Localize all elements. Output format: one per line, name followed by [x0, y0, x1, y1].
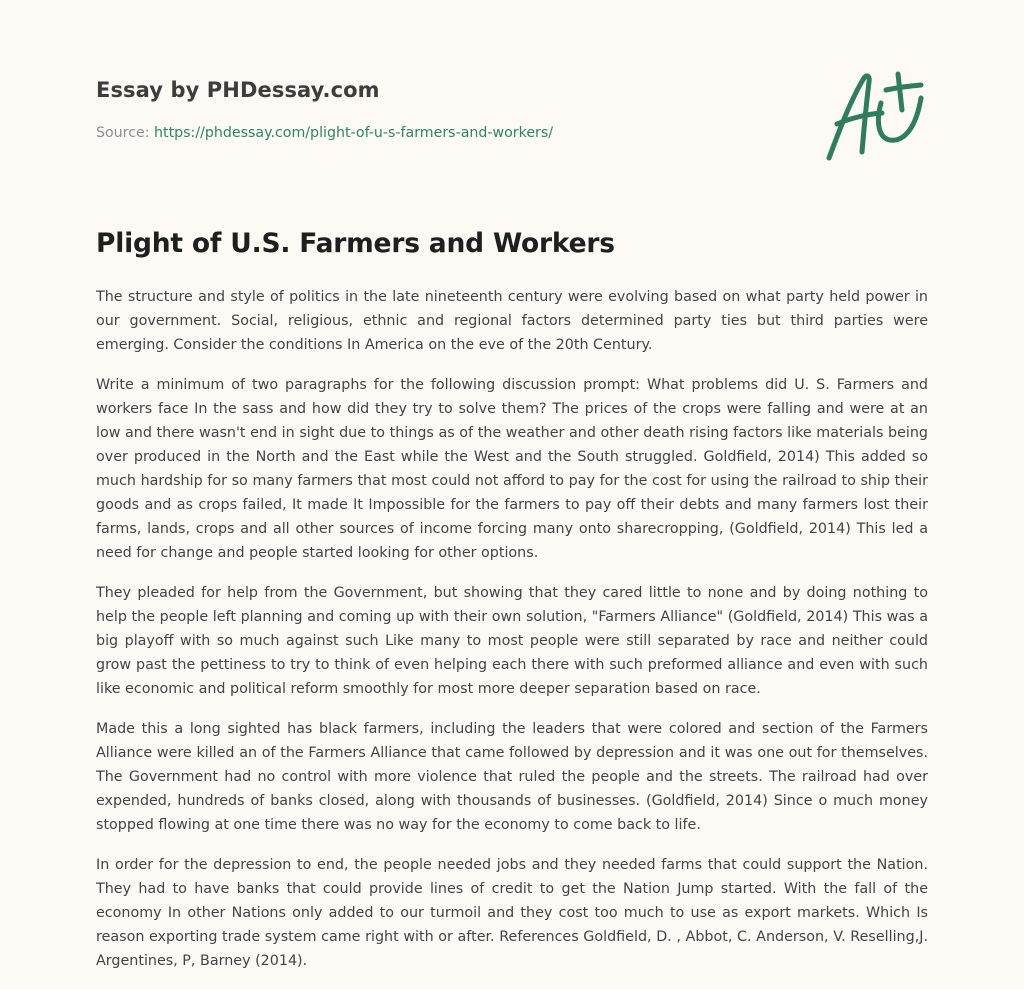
paragraph: Made this a long sighted has black farmers, including the leaders that were colored and section of the Farmers Alliance were killed an of the Farmers Alliance that came followed by depression and it was one out for themselves. The Government had no control with more violence that ruled the people and the streets. The railroad had over expended, hundreds of banks closed, along with thousands of businesses. (Goldfield, 2014) Since o much money stopped flowing at one time there was no way for the economy to come back to life.	[96, 721, 928, 833]
essay-header	[96, 74, 796, 143]
essay-title: Plight of U.S. Farmers and Workers	[96, 228, 615, 259]
paragraph: In order for the depression to end, the people needed jobs and they needed farms that could support the Nation. They had to have banks that could provide lines of credit to get the Nation Jump started. With the fall of the economy In other Nations only added to our turmoil and they cost too much to use as export markets. Which Is reason exporting trade system came right with or after. References Goldfield, D. , Abbot, C. Anderson, V. Reselling,J. Argentines, P, Barney (2014).	[96, 857, 928, 969]
a-plus-grade-icon	[818, 66, 930, 166]
paragraph: They pleaded for help from the Government, but showing that they cared little to none and by doing nothing to help the people left planning and coming up with their own solution, "Farmers Alliance" (Goldfield, 2014) This was a big playoff with so much against such Like many to most people were still separated by race and neither could grow past the pettiness to try to think of even helping each there with such preformed alliance and even with such like economic and political reform smoothly for most more deeper separation based on race.	[96, 585, 928, 697]
source-label: Source:	[96, 125, 155, 141]
source-link[interactable]: https://phdessay.com/plight-of-u-s-farmers-and-workers/	[154, 125, 554, 141]
paragraph: The structure and style of politics in the late nineteenth century were evolving based on what party held power in our government. Social, religious, ethnic and regional factors determined party ties but third parties were emerging. Consider the conditions In America on the eve of the 20th Century.	[96, 289, 928, 353]
essay-body	[96, 285, 928, 989]
paragraph: Write a minimum of two paragraphs for the following discussion prompt: What problems did U. S. Farmers and workers face In the sass and how did they try to solve them? The prices of the crops were falling and were at an low and there wasn't end in sight due to things as of the weather and other death rising factors like materials being over produced in the North and the East while the West and the South struggled. Goldfield, 2014) This added so much hardship for so many farmers that most could not afford to pay for the cost for using the railroad to ship their goods and as crops failed, It made It Impossible for the farmers to pay off their debts and many farmers lost their farms, lands, crops and all other sources of income forcing many onto sharecropping, (Goldfield, 2014) This led a need for change and people started looking for other options.	[96, 377, 928, 561]
site-brand: Essay by PHDessay.com	[96, 78, 380, 102]
source-line	[96, 123, 796, 143]
